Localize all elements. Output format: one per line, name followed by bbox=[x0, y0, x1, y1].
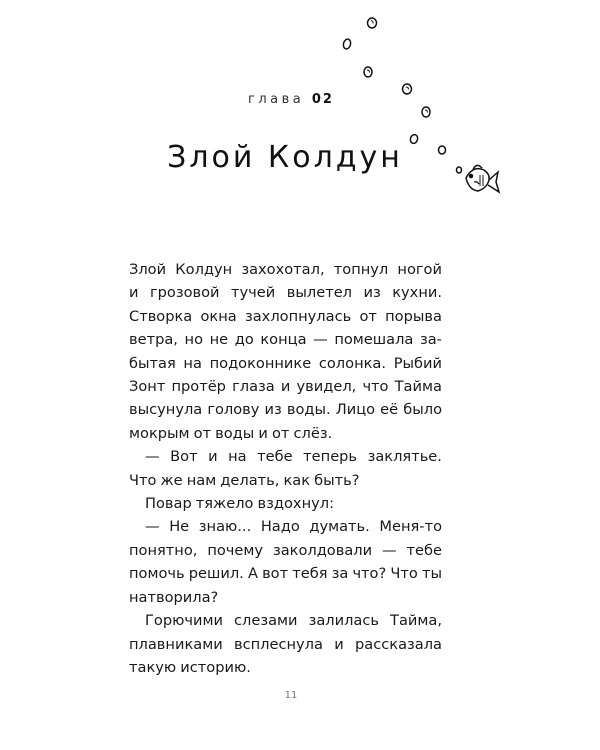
text-word: почему bbox=[207, 541, 264, 559]
text-line bbox=[129, 515, 442, 538]
text-line bbox=[129, 469, 442, 492]
text-line bbox=[129, 445, 442, 468]
text-word: вздохнул: bbox=[257, 495, 334, 513]
text-word: думать. bbox=[309, 518, 370, 536]
text-word: Зонт bbox=[129, 378, 166, 396]
text-word: бытая bbox=[129, 354, 176, 372]
text-word: всплеснула bbox=[233, 635, 323, 653]
text-word: натворила? bbox=[129, 588, 219, 606]
text-line bbox=[129, 586, 442, 609]
text-line bbox=[129, 633, 442, 656]
text-word: было bbox=[403, 401, 442, 419]
text-word: Горючими bbox=[145, 612, 223, 630]
bubble-icon bbox=[403, 84, 412, 94]
text-line bbox=[129, 281, 442, 304]
text-word: на bbox=[183, 354, 202, 372]
text-word: Тайма, bbox=[390, 612, 442, 630]
text-word: Лицо bbox=[335, 401, 376, 419]
text-word: Колдун bbox=[175, 261, 233, 278]
text-word: глаза bbox=[232, 378, 275, 396]
bubble-icon bbox=[409, 134, 419, 145]
bubble-icon bbox=[439, 146, 446, 154]
text-word: заклятье. bbox=[367, 448, 442, 466]
text-word: от bbox=[193, 424, 212, 442]
text-word: тучей bbox=[231, 284, 276, 302]
text-word: Створка bbox=[129, 307, 193, 325]
body-text bbox=[129, 258, 442, 679]
text-word: залилась bbox=[308, 612, 379, 630]
text-word: за- bbox=[419, 331, 442, 349]
text-word: Не bbox=[169, 518, 190, 536]
text-line bbox=[129, 305, 442, 328]
text-word: из bbox=[363, 284, 381, 302]
chapter-title: Злой Колдун bbox=[167, 140, 403, 175]
text-word: высунула bbox=[129, 401, 203, 419]
text-word: что? bbox=[352, 565, 387, 583]
text-word: Меня-то bbox=[379, 518, 442, 536]
text-word: решил. bbox=[188, 565, 244, 583]
text-word: слезами bbox=[234, 612, 298, 630]
text-word: и bbox=[208, 448, 218, 466]
text-word: ты bbox=[421, 565, 442, 583]
text-word: кухни. bbox=[392, 284, 442, 302]
chapter-label-text: глава bbox=[248, 92, 305, 107]
text-word: и bbox=[280, 378, 291, 396]
text-word: быть? bbox=[314, 471, 360, 489]
text-word: от bbox=[359, 307, 377, 325]
text-word: тебе bbox=[406, 541, 442, 559]
text-word: захохотал, bbox=[241, 261, 325, 278]
text-word: заколдовали bbox=[272, 541, 373, 559]
text-word: но bbox=[184, 331, 204, 349]
text-word: на bbox=[228, 448, 247, 466]
text-word: А bbox=[247, 565, 258, 583]
text-word: не bbox=[209, 331, 229, 349]
text-word: помешала bbox=[334, 331, 414, 349]
text-line bbox=[129, 398, 442, 421]
text-line bbox=[129, 258, 442, 281]
text-word: воды. bbox=[286, 401, 331, 419]
text-word: окна bbox=[200, 307, 237, 325]
text-line bbox=[129, 352, 442, 375]
text-word: помочь bbox=[129, 565, 185, 583]
text-word: понятно, bbox=[129, 541, 198, 559]
text-line bbox=[129, 609, 442, 632]
text-word: Что bbox=[390, 565, 418, 583]
text-word: солонка. bbox=[318, 354, 387, 372]
text-word: — bbox=[145, 518, 160, 536]
text-word: Что bbox=[129, 471, 157, 489]
text-line bbox=[129, 375, 442, 398]
text-word: Вот bbox=[170, 448, 198, 466]
text-word: плавниками bbox=[129, 635, 223, 653]
text-word: Тайма bbox=[394, 378, 442, 396]
text-word: голову bbox=[207, 401, 260, 419]
text-word: что bbox=[362, 378, 389, 396]
text-word: грозовой bbox=[149, 284, 220, 302]
text-word: ветра, bbox=[129, 331, 178, 349]
text-word: её bbox=[380, 401, 399, 419]
text-word: и bbox=[258, 424, 268, 442]
text-word: тебе bbox=[257, 448, 293, 466]
bubble-icon bbox=[422, 107, 430, 117]
text-line bbox=[129, 539, 442, 562]
bubble-icon bbox=[457, 167, 462, 173]
text-word: ногой bbox=[397, 261, 442, 278]
text-word: воды bbox=[215, 424, 255, 442]
text-word: — bbox=[313, 331, 328, 349]
text-word: слёз. bbox=[293, 424, 333, 442]
text-word: рассказала bbox=[355, 635, 442, 653]
text-line bbox=[129, 656, 442, 679]
chapter-number: 02 bbox=[311, 92, 334, 107]
text-word: — bbox=[382, 541, 397, 559]
text-word: тебя bbox=[292, 565, 328, 583]
text-word: же bbox=[160, 471, 183, 489]
text-word: и bbox=[129, 284, 139, 302]
bubble-icon bbox=[342, 38, 351, 49]
text-word: такую bbox=[129, 658, 177, 676]
text-word: за bbox=[331, 565, 349, 583]
text-word: Злой bbox=[129, 261, 167, 278]
text-line bbox=[129, 422, 442, 445]
text-word: топнул bbox=[333, 261, 389, 278]
text-line bbox=[129, 328, 442, 351]
text-word: историю. bbox=[180, 658, 251, 676]
text-word: конца bbox=[260, 331, 307, 349]
text-word: порыва bbox=[385, 307, 442, 325]
text-word: из bbox=[264, 401, 282, 419]
text-word: Надо bbox=[260, 518, 300, 536]
bubbles-decoration bbox=[320, 10, 520, 210]
text-word: до bbox=[234, 331, 254, 349]
text-word: как bbox=[283, 471, 311, 489]
text-word: и bbox=[334, 635, 344, 653]
fish-icon bbox=[466, 165, 499, 192]
text-word: протёр bbox=[171, 378, 226, 396]
text-word: вылетел bbox=[286, 284, 353, 302]
bubble-icon bbox=[364, 67, 372, 77]
text-word: Повар bbox=[145, 495, 192, 513]
page-number: 11 bbox=[284, 690, 298, 701]
text-word: нам bbox=[186, 471, 217, 489]
text-word: подоконнике bbox=[209, 354, 312, 372]
text-word: делать, bbox=[220, 471, 280, 489]
text-word: Рыбий bbox=[393, 354, 442, 372]
text-word: — bbox=[145, 448, 160, 466]
text-word: знаю... bbox=[198, 518, 252, 536]
text-word: вот bbox=[262, 565, 289, 583]
text-word: теперь bbox=[303, 448, 358, 466]
text-word: мокрым bbox=[129, 424, 190, 442]
text-line bbox=[129, 562, 442, 585]
text-line bbox=[129, 492, 442, 515]
text-word: от bbox=[271, 424, 290, 442]
text-word: захлопнулась bbox=[244, 307, 352, 325]
text-word: тяжело bbox=[195, 495, 254, 513]
bubble-icon bbox=[368, 18, 377, 28]
text-word: увидел, bbox=[296, 378, 357, 396]
